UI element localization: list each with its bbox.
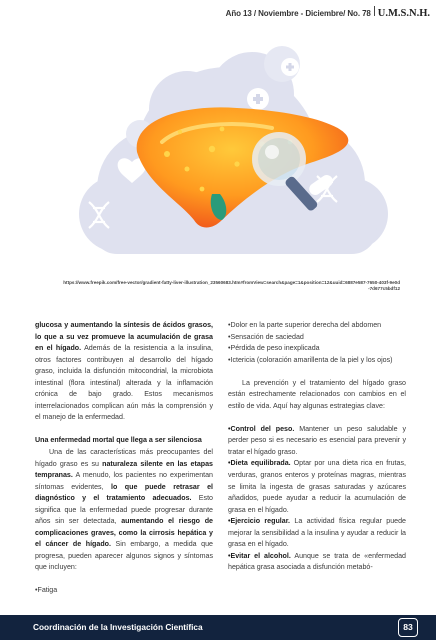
bold-text: •Evitar el alcohol. <box>228 551 291 560</box>
list-item <box>228 516 406 551</box>
fatty-liver-illustration <box>62 24 392 274</box>
bold-text: •Control del peso. <box>228 424 295 433</box>
page-number: 83 <box>398 618 418 637</box>
spacer <box>228 366 406 378</box>
body-text: Una de las características más preocupantes del hígado graso es su <box>35 447 213 468</box>
list-item <box>228 458 406 516</box>
body-text: A menudo, los pacientes no experimentan síntomas evidentes, <box>35 471 213 491</box>
institution-name: U.M.S.N.H. <box>377 8 430 19</box>
list-item: •Ictericia (coloración amarillenta de la piel y los ojos) <box>228 355 393 364</box>
body-text: Además de la resistencia a la insulina, otros factores contribuyen al desarrollo del hígado graso, incluida la disfunción mitocondrial, la microbiota intestinal (flora intestinal) alterada y la inflamación crónica de bajo grado. Estos mecanismos interrelacionados complican aún más la comprensión y el manejo de la enfermedad. <box>35 344 213 422</box>
image-source-caption: https://www.freepik.com/free-vector/gradient-fatty-liver-illustration_23560683.htm#fromView=search&page=1&position=12&uuid=6887e587-7650-403f-9e0d-7d677c5bdf12 <box>63 280 400 292</box>
list-item <box>228 424 406 459</box>
bold-text: lo que puede retrasar el diagnóstico y el tratamiento adecuados. <box>35 482 213 503</box>
body-text: Aunque se trata de «enfermedad hepática grasa asociada a disfunción metabó- <box>228 551 406 572</box>
page-footer <box>0 615 436 640</box>
list-item <box>228 551 406 574</box>
plus-icon <box>247 88 269 110</box>
list-item: •Fatiga <box>35 586 58 595</box>
body-text: Sin embargo, a medida que progresa, pueden aparecer algunos signos y síntomas que incluyen: <box>35 540 213 572</box>
plus-icon <box>281 58 299 76</box>
left-column <box>35 320 213 597</box>
paragraph <box>35 447 213 574</box>
subheading: Una enfermedad mortal que llega a ser silenciosa <box>35 436 202 445</box>
spacer <box>35 424 213 436</box>
bold-text: •Dieta equilibrada. <box>228 459 291 468</box>
body-text: Mantener un peso saludable y perder peso si es necesario es esencial para prevenir y tratar el hígado graso. <box>228 424 406 456</box>
body-text: Optar por una dieta rica en frutas, verduras, granos enteros y proteínas magras, mientras se limita la ingesta de grasas saturadas y azúcares añadidos, puede ayudar a reducir la acumulación de grasa en el hígado. <box>228 459 406 514</box>
right-column <box>228 320 406 574</box>
list-item: •Dolor en la parte superior derecha del abdomen <box>228 321 382 329</box>
footer-title: Coordinación de la Investigación Científica <box>33 622 203 632</box>
body-text: La actividad física regular puede mejorar la sensibilidad a la insulina y ayudar a reducir la grasa en el hígado. <box>228 517 406 549</box>
header-divider <box>374 6 375 16</box>
bold-text: glucosa y aumentando la síntesis de ácidos grasos, lo que a su vez promueve la acumulación de grasa en el hígado. <box>35 321 213 353</box>
spacer <box>35 574 213 586</box>
bold-text: naturaleza silente en las etapas tempranas. <box>35 459 213 480</box>
bold-text: •Ejercicio regular. <box>228 517 291 526</box>
list-item: •Sensación de saciedad <box>228 332 304 341</box>
bold-text: aumentando el riesgo de complicaciones graves, como la cirrosis hepática y el cáncer de hígado. <box>35 517 213 549</box>
issue-info: Año 13 / Noviembre - Diciembre/ No. 78 <box>225 9 371 18</box>
paragraph <box>35 320 213 424</box>
paragraph: La prevención y el tratamiento del hígado graso están estrechamente relacionados con cambios en el estilo de vida. Aquí hay algunas estrategias clave: <box>228 378 406 410</box>
body-text: Esto significa que la enfermedad puede progresar durante años sin ser detectada, <box>35 494 213 526</box>
spacer <box>228 412 406 424</box>
list-item: •Pérdida de peso inexplicada <box>228 344 320 353</box>
page-header <box>226 6 430 19</box>
